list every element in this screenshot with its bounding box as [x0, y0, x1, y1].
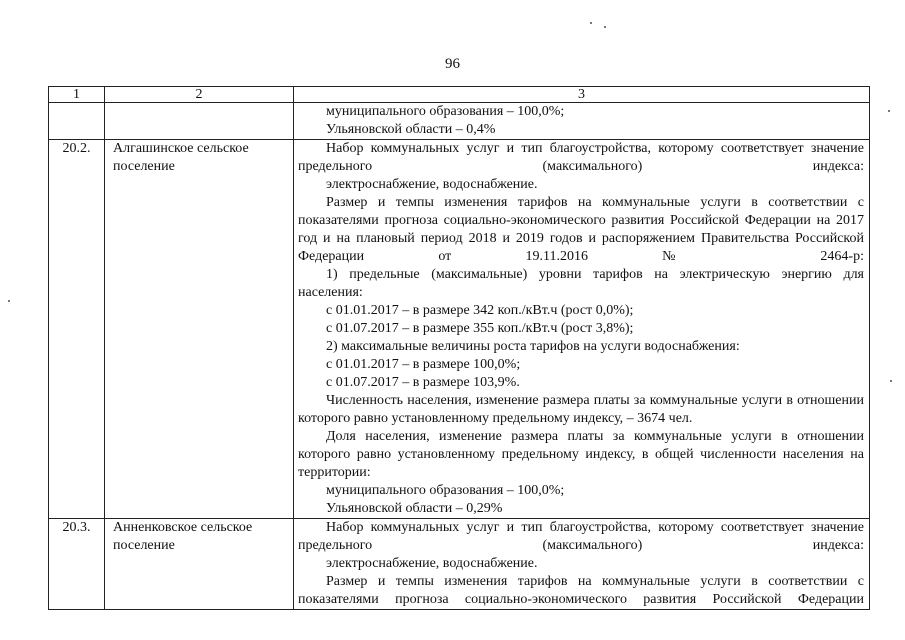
column-header-name: 2: [105, 87, 294, 103]
settlement-name: Алгашинское сельское поселение: [105, 140, 294, 519]
paragraph: Размер и темпы изменения тарифов на коммунальные услуги в соответствии с показателями прогноза социально-экономического развития Российской Федерации на 2017 год и на плановый период 2018 и 2019 годов и распоряжением Правительства Российской Федерации от 19.11.2016 № 2464-р:: [298, 195, 864, 264]
row-description: [294, 140, 870, 519]
row-number: 20.3.: [49, 519, 105, 610]
paragraph: электроснабжение, водоснабжение.: [326, 177, 538, 192]
table-row-20-3: [49, 519, 870, 610]
scan-speck: [604, 26, 606, 28]
scan-speck: [888, 110, 890, 112]
column-header-text: 3: [294, 87, 870, 103]
paragraph: 2) максимальные величины роста тарифов на услуги водоснабжения:: [326, 339, 740, 354]
paragraph: муниципального образования – 100,0%;: [326, 483, 565, 498]
scan-speck: [8, 300, 10, 302]
row-number: 20.2.: [49, 140, 105, 519]
paragraph: с 01.01.2017 – в размере 100,0%;: [326, 357, 521, 372]
continuation-line: муниципального образования – 100,0%;: [326, 104, 565, 119]
paragraph: с 01.07.2017 – в размере 103,9%.: [326, 375, 520, 390]
continuation-number-cell: [49, 103, 105, 140]
row-description: [294, 519, 870, 610]
paragraph: Ульяновской области – 0,29%: [326, 501, 503, 516]
paragraph: Доля населения, изменение размера платы за коммунальные услуги в отношении которого равно установленному предельному индексу, в общей численности населения на территории:: [298, 429, 864, 480]
paragraph: Набор коммунальных услуг и тип благоустройства, которому соответствует значение предельного (максимального) индекса:: [298, 520, 864, 553]
table-row-20-2: [49, 140, 870, 519]
scan-speck: [890, 380, 892, 382]
settlement-name: Анненковское сельское поселение: [105, 519, 294, 610]
scan-speck: [590, 22, 592, 24]
paragraph: с 01.01.2017 – в размере 342 коп./кВт.ч (рост 0,0%);: [326, 303, 634, 318]
document-table: [48, 86, 870, 610]
paragraph: с 01.07.2017 – в размере 355 коп./кВт.ч (рост 3,8%);: [326, 321, 634, 336]
paragraph: Численность населения, изменение размера платы за коммунальные услуги в отношении которого равно установленному предельному индексу, – 3674 чел.: [298, 393, 864, 426]
continuation-line: Ульяновской области – 0,4%: [326, 122, 496, 137]
paragraph: Набор коммунальных услуг и тип благоустройства, которому соответствует значение предельного (максимального) индекса:: [298, 141, 864, 174]
paragraph: электроснабжение, водоснабжение.: [326, 556, 538, 571]
table-row-continuation: [49, 103, 870, 140]
paragraph: Размер и темпы изменения тарифов на коммунальные услуги в соответствии с показателями прогноза социально-экономического развития Российской Федерации: [298, 574, 864, 607]
paragraph: 1) предельные (максимальные) уровни тарифов на электрическую энергию для населения:: [298, 267, 864, 300]
continuation-name-cell: [105, 103, 294, 140]
continuation-text-cell: [294, 103, 870, 140]
page-number: 96: [445, 56, 460, 72]
table-header-row: [49, 87, 870, 103]
column-header-number: 1: [49, 87, 105, 103]
